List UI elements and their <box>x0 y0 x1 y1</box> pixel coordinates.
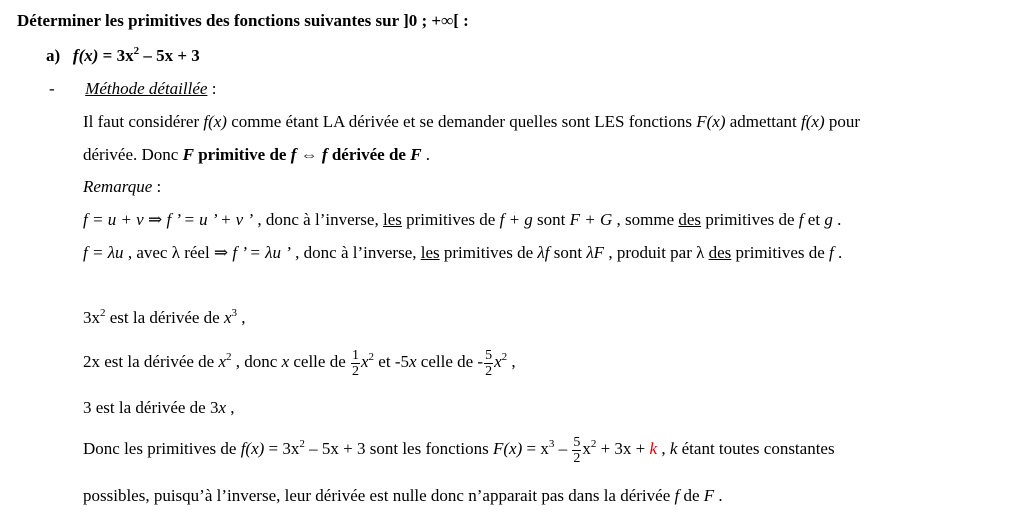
text: . <box>421 145 431 164</box>
exponent: 3 <box>548 438 555 450</box>
text: comme étant LA dérivée et se demander quelles sont LES fonctions <box>226 112 697 131</box>
text: et <box>803 210 825 229</box>
exponent: 2 <box>133 45 140 57</box>
text: , <box>226 398 235 417</box>
text: , avec λ réel ⇒ <box>123 243 233 262</box>
math-expr: 2x <box>83 352 100 371</box>
remark-label: Remarque <box>83 177 153 196</box>
math-F: F <box>703 486 715 505</box>
text: , donc à l’inverse, <box>290 243 421 262</box>
text: . <box>714 486 723 505</box>
text: , <box>237 308 246 327</box>
derivation-line-2 <box>83 345 516 379</box>
part-a-label: a) <box>46 46 61 65</box>
part-a-statement <box>46 45 200 67</box>
math-Fx: F(x) <box>696 112 726 131</box>
math-expr: f + g <box>499 210 533 229</box>
text: primitives de <box>731 243 830 262</box>
math-f: f <box>829 243 834 262</box>
text: primitives de <box>439 243 538 262</box>
math-F: F <box>182 145 194 164</box>
math-f: f <box>290 145 297 164</box>
fraction-five-halves <box>572 435 581 466</box>
text: , produit par λ <box>604 243 709 262</box>
text: Donc les primitives de <box>83 439 241 458</box>
math-expr: = x <box>522 439 549 458</box>
remark-heading <box>83 176 161 198</box>
math-x: x <box>218 352 227 371</box>
exponent: 2 <box>100 307 106 319</box>
math-f: f <box>798 210 804 229</box>
math-x: x <box>223 308 232 327</box>
text: . <box>833 243 843 262</box>
numerator: 5 <box>485 347 493 363</box>
math-x: x <box>361 352 369 371</box>
exponent: 2 <box>501 351 508 363</box>
math-F: F <box>410 145 422 164</box>
math-x: x <box>408 352 417 371</box>
math-fx: f(x) <box>203 112 227 131</box>
text: de <box>679 486 704 505</box>
math-x: x <box>218 398 227 417</box>
text: , donc <box>231 352 282 371</box>
math-f: f <box>674 486 680 505</box>
denominator: 2 <box>573 450 581 466</box>
text: . <box>832 210 842 229</box>
math-f: f <box>321 145 328 164</box>
math-expr: λF <box>586 243 605 262</box>
text: possibles, puisqu’à l’inverse, leur dérivée est nulle donc n’apparait pas dans la dérivée <box>83 486 675 505</box>
method-heading <box>49 78 216 100</box>
text: dérivée de <box>327 145 411 164</box>
text: celle de <box>289 352 350 371</box>
fraction-one-half <box>351 348 360 379</box>
text: – 5x + 3 sont les fonctions <box>304 439 493 458</box>
text: , <box>507 352 516 371</box>
method-title: Méthode détaillée <box>85 79 208 98</box>
math-sum-rule: f = u + v ⇒ f ’ = u ’ + v ’ <box>83 210 254 229</box>
math-expr: F + G <box>569 210 613 229</box>
fraction-five-halves <box>484 348 493 379</box>
paragraph-line-2 <box>83 144 430 166</box>
numerator: 5 <box>573 434 581 450</box>
exponent: 2 <box>368 351 375 363</box>
text: celle de - <box>416 352 484 371</box>
text: les <box>420 243 440 262</box>
math-expr: f ’ = λu ’ <box>232 243 291 262</box>
text: étant toutes constantes <box>677 439 835 458</box>
math-g: g <box>824 210 833 229</box>
text: des <box>708 243 732 262</box>
conclusion-line-1 <box>83 432 835 466</box>
paragraph-line-1 <box>83 111 860 133</box>
text: , donc à l’inverse, <box>253 210 383 229</box>
method-colon: : <box>207 79 217 98</box>
text: primitives de <box>401 210 500 229</box>
math-fx: f(x) <box>240 439 265 458</box>
exponent: 2 <box>590 438 597 450</box>
remark-line-1 <box>83 209 841 231</box>
text: et -5 <box>374 352 409 371</box>
text: pour <box>824 112 861 131</box>
conclusion-line-2 <box>83 485 723 507</box>
denominator: 2 <box>352 363 359 379</box>
text: Il faut considérer <box>83 112 204 131</box>
text: dérivée. Donc <box>83 145 183 164</box>
math-expr: f = λu <box>83 243 124 262</box>
text: primitives de <box>701 210 799 229</box>
math-operator: – <box>554 439 572 458</box>
derivation-line-3 <box>83 397 235 419</box>
math-x: x <box>582 439 591 458</box>
function-expr-end: – 5x + 3 <box>139 46 200 65</box>
math-expr: = 3x <box>264 439 300 458</box>
text: admettant <box>725 112 802 131</box>
numerator: 1 <box>352 347 359 363</box>
constant-k: k <box>669 439 678 458</box>
math-expr: 3x <box>83 308 100 327</box>
text: les <box>382 210 402 229</box>
constant-k-highlighted: k <box>649 439 658 458</box>
math-Fx: F(x) <box>492 439 523 458</box>
equivalence-symbol: ⇔ <box>296 145 322 164</box>
function-expr-start: = 3x <box>98 46 134 65</box>
exponent: 3 <box>231 307 238 319</box>
denominator: 2 <box>485 363 493 379</box>
text: sont <box>549 243 587 262</box>
text: , somme <box>612 210 679 229</box>
text: primitive de <box>193 145 291 164</box>
text: , <box>657 439 670 458</box>
derivation-line-1 <box>83 307 246 329</box>
text: des <box>678 210 702 229</box>
exponent: 2 <box>299 438 305 450</box>
text: est la dérivée de <box>105 308 224 327</box>
math-x: x <box>281 352 290 371</box>
bullet-dash: - <box>49 79 55 98</box>
exponent: 2 <box>226 351 232 363</box>
math-expr: λf <box>537 243 550 262</box>
math-expr: + 3x + <box>596 439 650 458</box>
math-fx: f(x) <box>801 112 825 131</box>
text: : <box>152 177 162 196</box>
text: est la dérivée de <box>100 352 219 371</box>
text: 3 est la dérivée de 3 <box>83 398 219 417</box>
text: sont <box>532 210 570 229</box>
function-name: f(x) <box>72 46 99 65</box>
remark-line-2 <box>83 242 842 264</box>
math-x: x <box>494 352 502 371</box>
exercise-title: Déterminer les primitives des fonctions suivantes sur ]0 ; +∞[ : <box>17 11 469 30</box>
